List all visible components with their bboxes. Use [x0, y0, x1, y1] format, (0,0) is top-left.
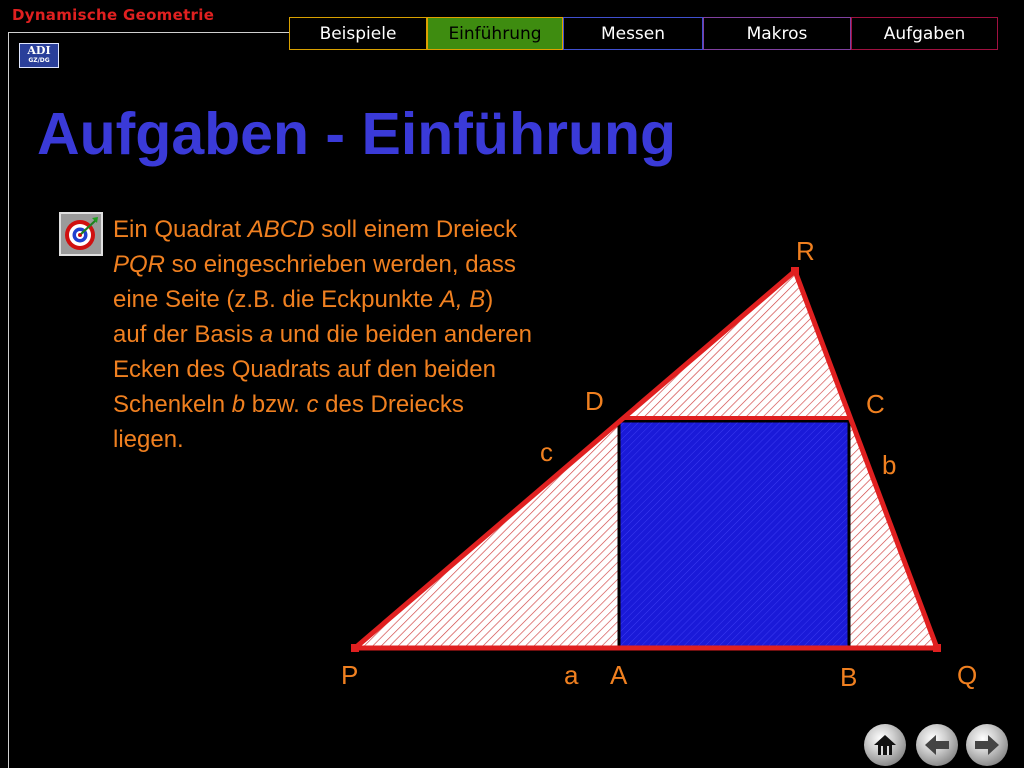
label-a-side: a — [564, 660, 579, 690]
tab-messen[interactable]: Messen — [563, 17, 703, 50]
tab-beispiele[interactable]: Beispiele — [289, 17, 427, 50]
task-description: Ein Quadrat ABCD soll einem Dreieck PQR so eingeschrieben werden, dass eine Seite (z.B. die Eckpunkte A, B) auf der Basis a und die beiden anderen Ecken des Quadrats auf den beiden Schenkeln b bzw. c des Dreiecks liegen. — [113, 216, 532, 453]
arrow-right-icon — [972, 730, 1002, 760]
label-r: R — [796, 236, 815, 266]
label-a-vertex: A — [610, 660, 628, 690]
next-button[interactable] — [966, 724, 1008, 766]
label-b-side: b — [882, 450, 897, 480]
home-button[interactable] — [864, 724, 906, 766]
label-b-vertex: B — [840, 662, 858, 692]
home-icon — [871, 731, 899, 759]
arrow-left-icon — [922, 730, 952, 760]
logo-text: ADI — [27, 44, 51, 57]
vertex-q — [933, 644, 941, 652]
logo-subtext: GZ/DG — [28, 57, 50, 64]
page-title: Aufgaben - Einführung — [37, 101, 677, 167]
label-p: P — [341, 660, 359, 690]
tab-einfuehrung[interactable]: Einführung — [427, 17, 563, 50]
label-d: D — [585, 386, 604, 416]
square-abcd — [619, 421, 849, 648]
label-c-vertex: C — [866, 389, 885, 419]
tab-makros[interactable]: Makros — [703, 17, 851, 50]
label-q: Q — [957, 660, 978, 690]
vertex-p — [351, 644, 359, 652]
app-title: Dynamische Geometrie — [12, 6, 215, 24]
tab-aufgaben[interactable]: Aufgaben — [851, 17, 998, 50]
vertex-r — [791, 267, 799, 275]
label-c-side: c — [540, 437, 553, 467]
previous-button[interactable] — [916, 724, 958, 766]
